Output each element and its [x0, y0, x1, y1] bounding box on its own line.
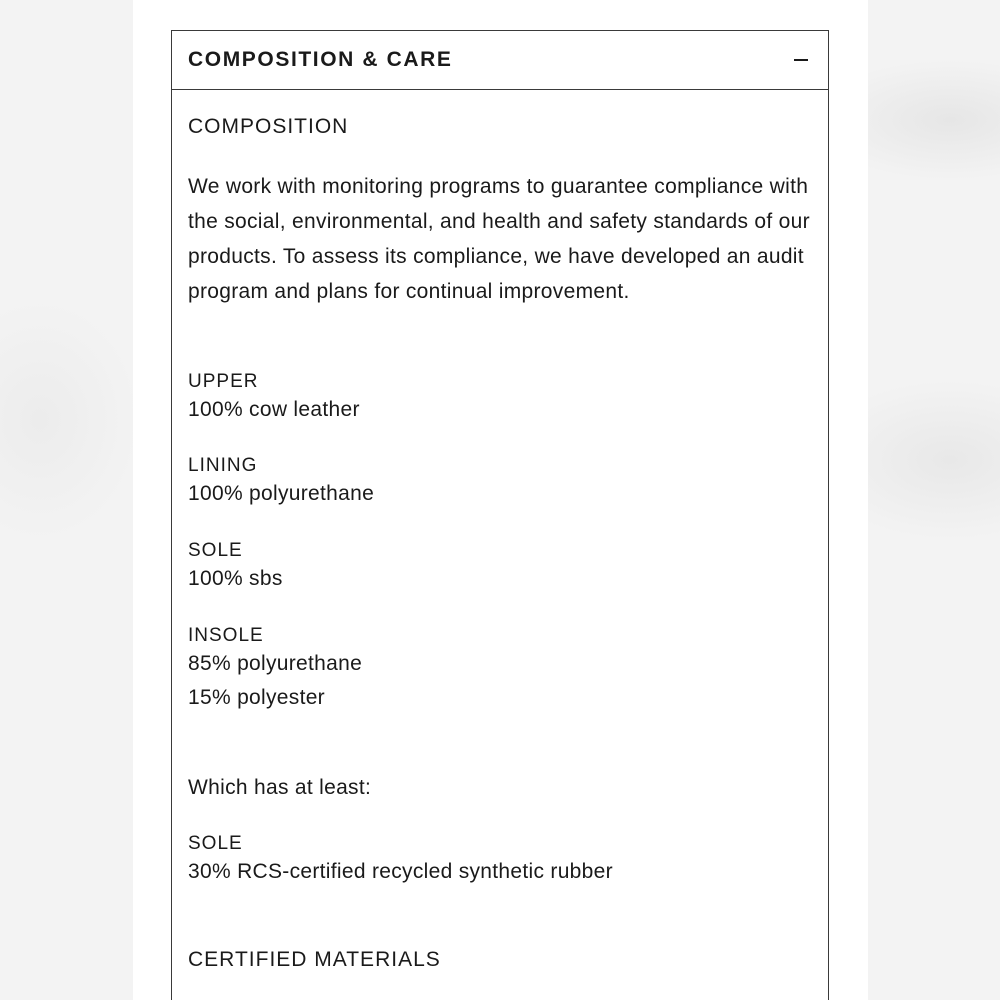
certified-materials-heading: CERTIFIED MATERIALS: [188, 948, 441, 971]
part-value: 100% polyurethane: [188, 482, 375, 505]
part-label: UPPER: [188, 371, 259, 392]
accordion-title: COMPOSITION & CARE: [188, 48, 453, 71]
part-value: 100% sbs: [188, 567, 283, 590]
composition-heading: COMPOSITION: [188, 115, 349, 138]
composition-care-accordion: [171, 30, 829, 1000]
part-label: LINING: [188, 455, 258, 476]
part-label: INSOLE: [188, 625, 264, 646]
at-least-part-sole: [188, 831, 812, 887]
part-value: 100% cow leather: [188, 398, 360, 421]
part-value: 30% RCS-certified recycled synthetic rubber: [188, 860, 613, 883]
part-upper: [188, 369, 812, 425]
part-sole: [188, 538, 812, 594]
at-least-text: Which has at least:: [188, 776, 372, 799]
part-value: 85% polyurethane: [188, 652, 363, 675]
part-value: 15% polyester: [188, 686, 325, 709]
composition-intro: We work with monitoring programs to guarantee compliance with the social, environmental, and health and safety standards of our products. To assess its compliance, we have developed an audit program and plans for continual improvement.: [188, 175, 810, 303]
part-label: SOLE: [188, 540, 243, 561]
accordion-header[interactable]: [172, 31, 828, 90]
minus-icon[interactable]: [790, 49, 812, 71]
part-lining: [188, 453, 812, 509]
part-label: SOLE: [188, 833, 243, 854]
part-insole: [188, 623, 812, 715]
